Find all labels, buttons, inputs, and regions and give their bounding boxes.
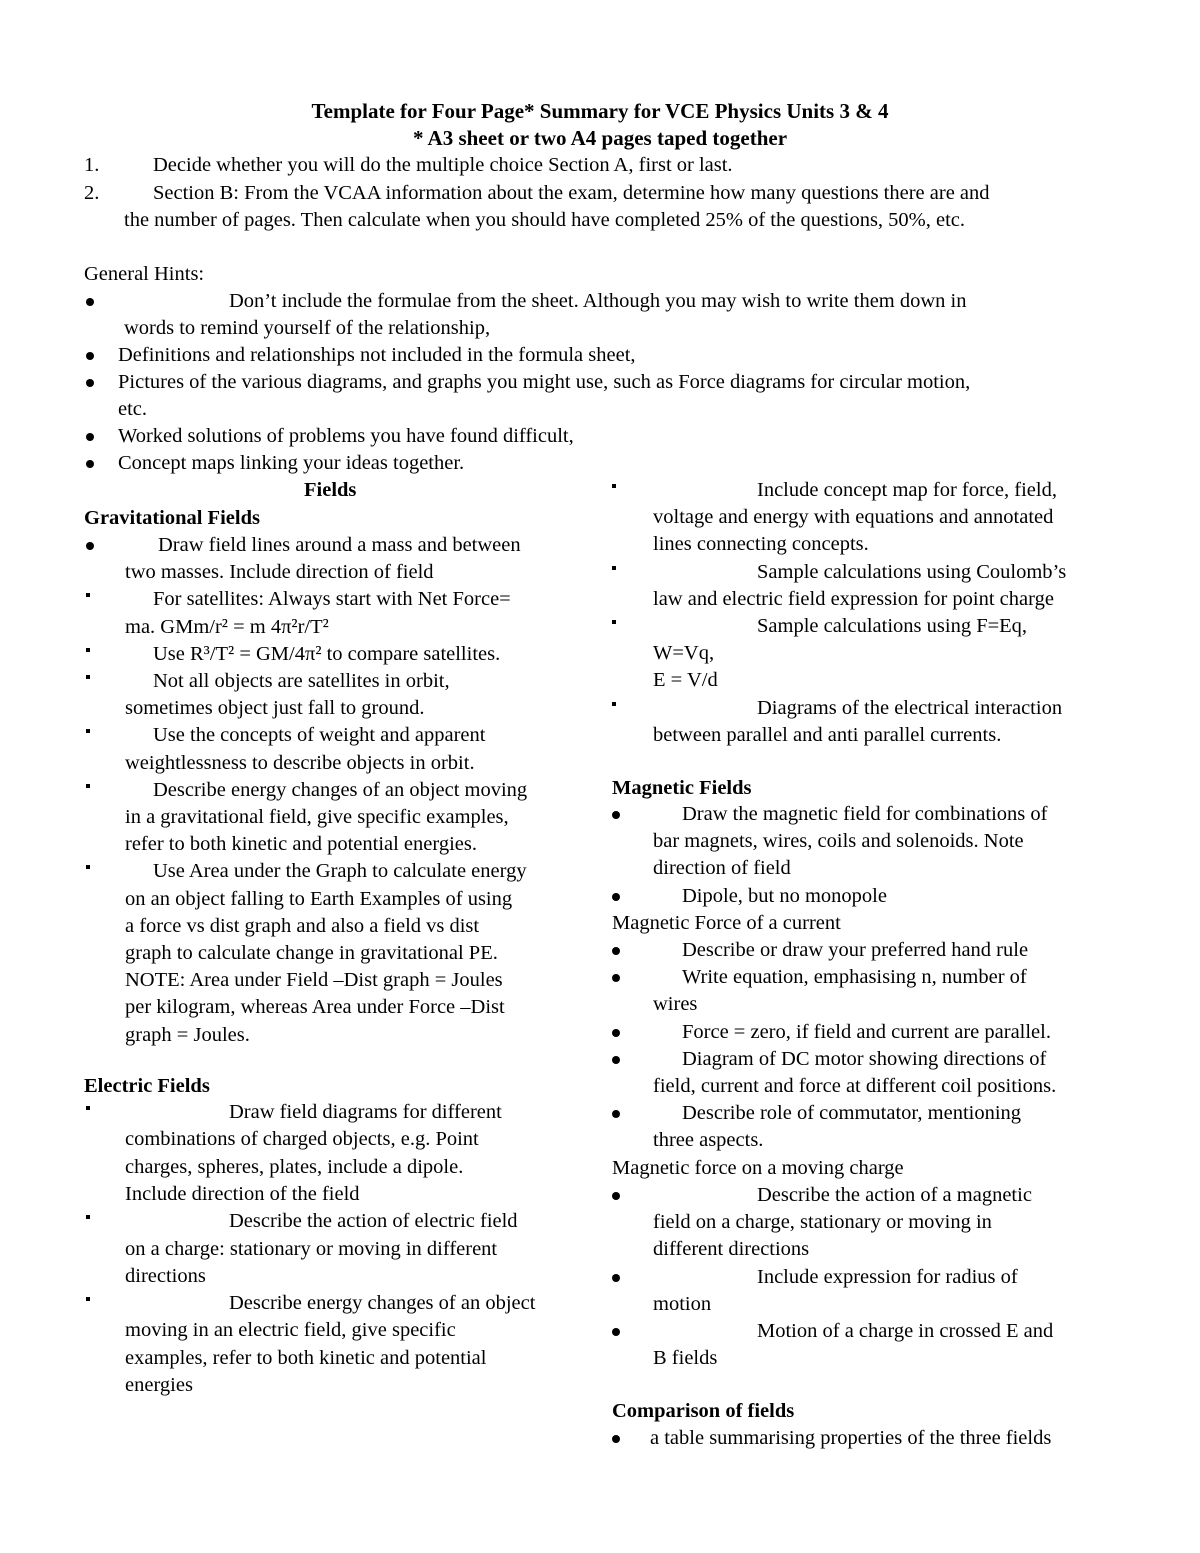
bullet-icon <box>612 702 616 706</box>
list-item-line: direction of field <box>653 857 791 880</box>
list-item-line: bar magnets, wires, coils and solenoids. Note <box>653 830 1024 853</box>
list-item-line: Describe role of commutator, mentioning <box>682 1102 1022 1125</box>
list-item-line: on a charge: stationary or moving in different <box>125 1237 498 1260</box>
list-item-line: a table summarising properties of the three fields <box>650 1427 1052 1449</box>
list-item-line: ma. GMm/r² = m 4π²r/T² <box>125 615 329 638</box>
bullet-icon <box>86 298 94 306</box>
magnetic-force-current-heading: Magnetic Force of a current <box>612 912 841 934</box>
step-number: 1. <box>84 154 100 176</box>
list-item-line: Draw the magnetic field for combinations of <box>682 803 1048 825</box>
bullet-icon <box>86 648 90 652</box>
fields-heading: Fields <box>304 479 357 501</box>
gravitational-fields-heading: Gravitational Fields <box>84 507 260 529</box>
list-item-line: directions <box>125 1264 206 1287</box>
list-item-line: For satellites: Always start with Net Force= <box>153 588 511 611</box>
bullet-icon <box>612 1328 620 1336</box>
list-item-line: NOTE: Area under Field –Dist graph = Joules <box>125 969 503 992</box>
hint-line: etc. <box>118 398 148 420</box>
list-item-line: law and electric field expression for point charge <box>653 587 1054 610</box>
list-item-line: charges, spheres, plates, include a dipole. <box>125 1155 464 1178</box>
list-item-line: voltage and energy with equations and annotated <box>653 506 1054 529</box>
magnetic-force-moving-charge-heading: Magnetic force on a moving charge <box>612 1157 904 1179</box>
comparison-heading: Comparison of fields <box>612 1400 795 1422</box>
hint-line: Pictures of the various diagrams, and graphs you might use, such as Force diagrams for circular motion, <box>118 371 971 393</box>
bullet-icon <box>612 1274 620 1282</box>
list-item-line: a force vs dist graph and also a field vs dist <box>125 914 480 937</box>
bullet-icon <box>86 460 94 468</box>
bullet-icon <box>86 1297 90 1301</box>
list-item-line: in a gravitational field, give specific examples, <box>125 806 509 828</box>
list-item-line: moving in an electric field, give specific <box>125 1319 456 1342</box>
bullet-icon <box>612 1192 620 1200</box>
list-item-line: refer to both kinetic and potential energies. <box>125 833 477 856</box>
list-item-line: field, current and force at different coil positions. <box>653 1075 1057 1097</box>
list-item-line: motion <box>653 1292 712 1315</box>
hint-line: Worked solutions of problems you have found difficult, <box>118 425 574 447</box>
list-item-line: Force = zero, if field and current are parallel. <box>682 1020 1051 1043</box>
list-item-line: Sample calculations using Coulomb’s <box>757 560 1067 583</box>
list-item-line: Use Area under the Graph to calculate energy <box>153 860 527 883</box>
list-item-line: field on a charge, stationary or moving in <box>653 1211 992 1234</box>
bullet-icon <box>86 1215 90 1219</box>
list-item-line: sometimes object just fall to ground. <box>125 697 425 720</box>
list-item-line: Use the concepts of weight and apparent <box>153 724 486 747</box>
bullet-icon <box>612 811 620 819</box>
hint-line: words to remind yourself of the relationship, <box>124 317 491 339</box>
magnetic-fields-heading: Magnetic Fields <box>612 777 752 799</box>
list-item-line: Diagram of DC motor showing directions of <box>682 1047 1047 1070</box>
bullet-icon <box>86 352 94 360</box>
list-item-line: Draw field diagrams for different <box>229 1101 502 1123</box>
list-item-line: graph = Joules. <box>125 1023 250 1046</box>
list-item-line: energies <box>125 1374 193 1396</box>
bullet-icon <box>86 1106 90 1110</box>
hint-line: Concept maps linking your ideas together. <box>118 452 465 474</box>
list-item-line: Diagrams of the electrical interaction <box>757 696 1063 719</box>
list-item-line: examples, refer to both kinetic and potential <box>125 1346 487 1369</box>
list-item-line: Use R³/T² = GM/4π² to compare satellites. <box>153 642 501 665</box>
bullet-icon <box>612 974 620 982</box>
bullet-icon <box>86 379 94 387</box>
hints-heading: General Hints: <box>84 263 205 285</box>
hint-line: Don’t include the formulae from the sheet. Although you may wish to write them down in <box>229 290 967 312</box>
list-item-line: per kilogram, whereas Area under Force –Dist <box>125 996 505 1019</box>
document-subtitle: * A3 sheet or two A4 pages taped together <box>412 126 788 150</box>
bullet-icon <box>612 947 620 955</box>
bullet-icon <box>86 433 94 441</box>
list-item-line: Include expression for radius of <box>757 1265 1018 1288</box>
bullet-icon <box>612 484 616 488</box>
bullet-icon <box>612 1110 620 1118</box>
list-item-line: W=Vq, <box>653 642 715 665</box>
list-item-line: combinations of charged objects, e.g. Point <box>125 1128 479 1151</box>
list-item-line: Describe energy changes of an object moving <box>153 778 528 801</box>
list-item-line: wires <box>653 993 698 1016</box>
bullet-icon <box>612 1435 620 1443</box>
list-item-line: Describe energy changes of an object <box>229 1292 536 1315</box>
step-line: the number of pages. Then calculate when you should have completed 25% of the questions, 50%, etc. <box>124 209 966 231</box>
list-item-line: Dipole, but no monopole <box>682 884 887 907</box>
step-line: Section B: From the VCAA information about the exam, determine how many questions there are and <box>153 182 990 204</box>
list-item-line: Include direction of the field <box>125 1182 360 1205</box>
list-item-line: Motion of a charge in crossed E and <box>757 1320 1054 1342</box>
list-item-line: Describe the action of a magnetic <box>757 1184 1032 1206</box>
list-item-line: between parallel and anti parallel currents. <box>653 723 1002 746</box>
list-item-line: Describe the action of electric field <box>229 1210 518 1233</box>
bullet-icon <box>86 784 90 788</box>
bullet-icon <box>86 542 94 550</box>
list-item-line: different directions <box>653 1238 810 1261</box>
bullet-icon <box>612 1029 620 1037</box>
list-item-line: on an object falling to Earth Examples of using <box>125 887 513 910</box>
list-item-line: weightlessness to describe objects in orbit. <box>125 751 475 774</box>
bullet-icon <box>86 865 90 869</box>
bullet-icon <box>612 893 620 901</box>
step-line: Decide whether you will do the multiple choice Section A, first or last. <box>153 154 733 176</box>
bullet-icon <box>86 729 90 733</box>
list-item-line: Include concept map for force, field, <box>757 479 1057 501</box>
list-item-line: Sample calculations using F=Eq, <box>757 615 1028 637</box>
bullet-icon <box>86 675 90 679</box>
list-item-line: Describe or draw your preferred hand rule <box>682 939 1029 961</box>
list-item-line: three aspects. <box>653 1129 764 1152</box>
list-item-line: E = V/d <box>653 669 718 692</box>
list-item-line: B fields <box>653 1347 718 1370</box>
list-item-line: lines connecting concepts. <box>653 533 869 556</box>
list-item-line: Write equation, emphasising n, number of <box>682 966 1027 989</box>
list-item-line: Not all objects are satellites in orbit, <box>153 670 450 692</box>
list-item-line: two masses. Include direction of field <box>125 561 434 584</box>
bullet-icon <box>612 620 616 624</box>
electric-fields-heading: Electric Fields <box>84 1075 210 1097</box>
bullet-icon <box>86 593 90 597</box>
hint-line: Definitions and relationships not included in the formula sheet, <box>118 344 636 366</box>
list-item-line: graph to calculate change in gravitational PE. <box>125 942 498 964</box>
document-title: Template for Four Page* Summary for VCE Physics Units 3 & 4 <box>311 99 889 123</box>
list-item-line: Draw field lines around a mass and between <box>158 534 521 556</box>
step-number: 2. <box>84 182 100 204</box>
bullet-icon <box>612 566 616 570</box>
bullet-icon <box>612 1056 620 1064</box>
